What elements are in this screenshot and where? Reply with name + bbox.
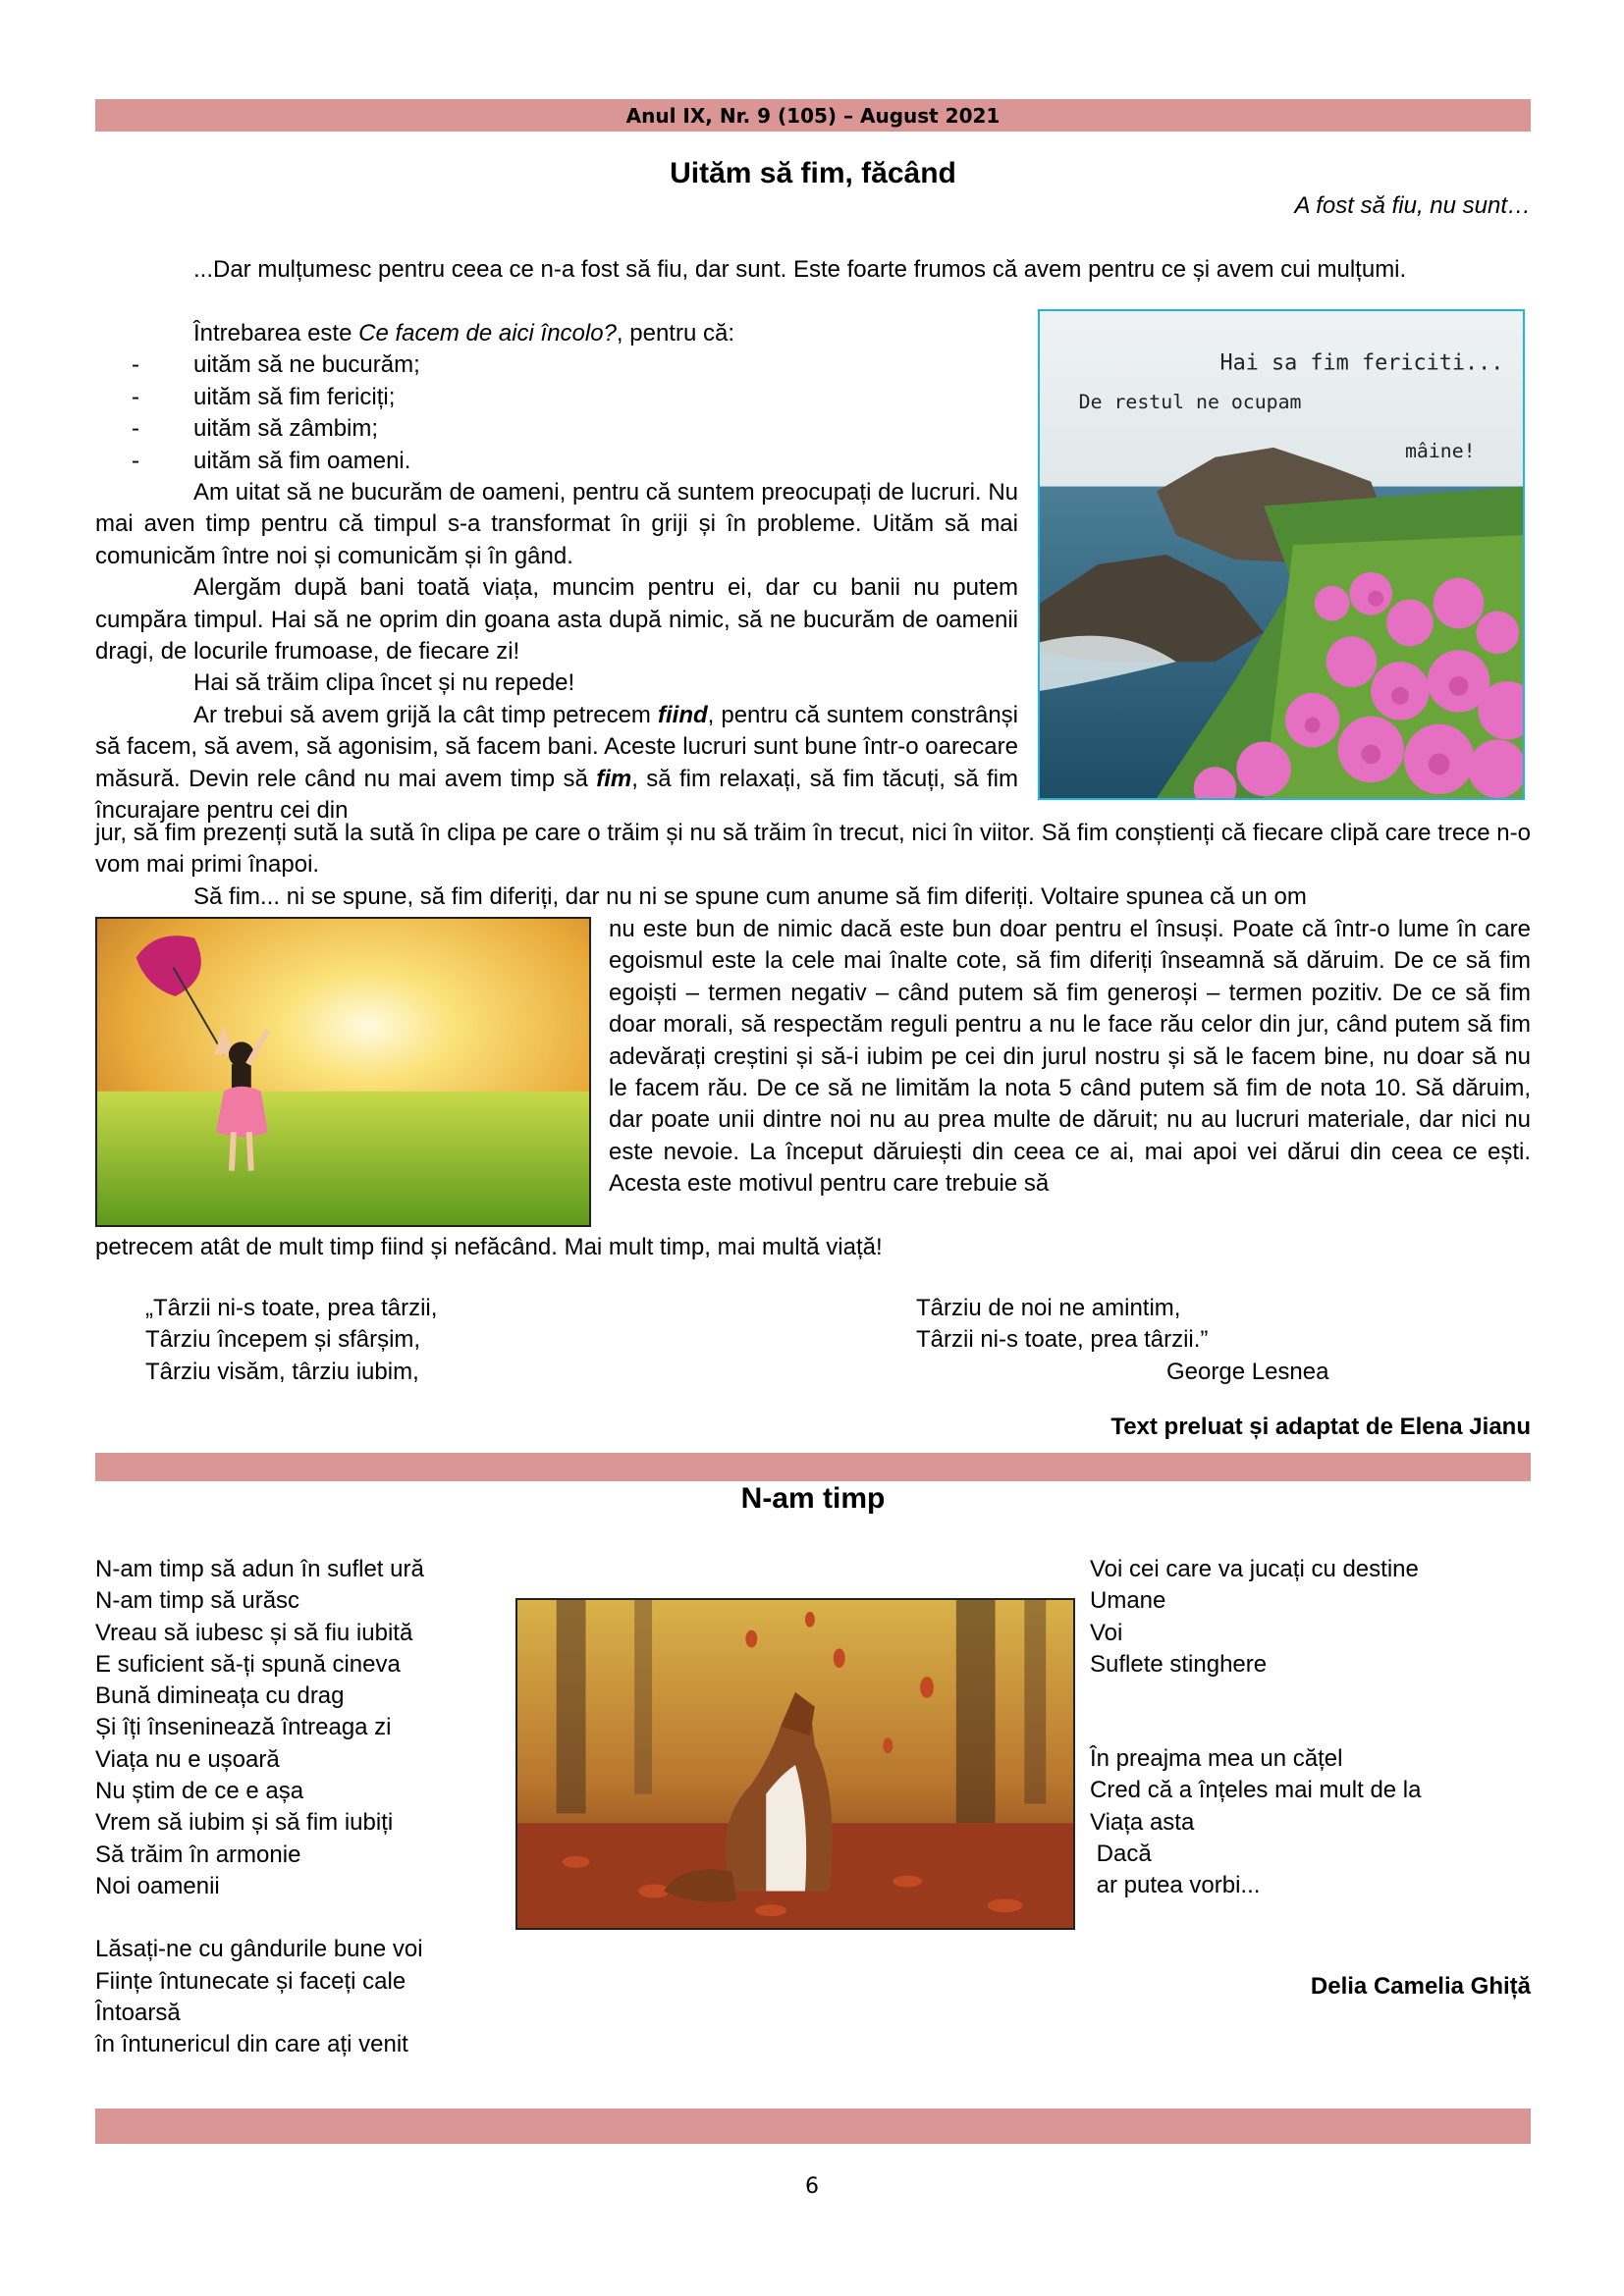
poem-line: în întunericul din care ați venit: [95, 2031, 408, 2058]
list-item: - uităm să ne bucurăm;: [95, 349, 1018, 381]
emphasis-fim: fim: [596, 765, 632, 792]
article-body-full: [95, 818, 1531, 913]
poem-line: ar putea vorbi...: [1090, 1872, 1261, 1899]
list-item: - uităm să fim oameni.: [95, 446, 1018, 477]
question-italic: Ce facem de aici încolo?: [358, 320, 617, 347]
emphasis-fiind: fiind: [657, 701, 708, 728]
list-item: - uităm să zâmbim;: [95, 413, 1018, 445]
paragraph-question: Întrebarea este Ce facem de aici încolo?, pentru că:: [193, 320, 734, 347]
list-item: - uităm să fim fericiți;: [95, 382, 1018, 413]
poem-title: N-am timp: [740, 1482, 886, 1515]
poem-line: Și îți înseninează întreaga zi: [95, 1714, 392, 1741]
poem-line: Întoarsă: [95, 1999, 181, 2026]
article-body-intro: [95, 254, 1531, 286]
poem-line: N-am timp să adun în suflet ură: [95, 1556, 424, 1582]
paragraph: Am uitat să ne bucurăm de oameni, pentru că suntem preocupați de lucruri. Nu mai aven timp pentru că timpul s-a transformat în griji și în probleme. Uităm să mai comunicăm între noi și comunicăm și în gând.: [95, 479, 1018, 569]
girl-umbrella-image: [95, 917, 591, 1227]
quote-line: „Târzii ni-s toate, prea târzii,: [145, 1295, 438, 1321]
poem-line: E suficient să-ți spună cineva: [95, 1650, 401, 1678]
poem-line: Voi cei care va jucați cu destine: [1090, 1556, 1419, 1582]
poem-line: În preajma mea un cățel: [1090, 1745, 1343, 1773]
poem-line: Suflete stinghere: [1090, 1650, 1268, 1678]
poem-author: Delia Camelia Ghiță: [1310, 1973, 1531, 2000]
poem-left-column: [95, 1554, 424, 2060]
paragraph-voltaire-intro: Să fim... ni se spune, să fim diferiți, dar nu ni se spune cum anume să fim diferiți. Voltaire spunea că un om: [193, 882, 1307, 910]
issue-label: Anul IX, Nr. 9 (105) – August 2021: [625, 103, 1001, 128]
poem-line: Ființe întunecate și faceți cale: [95, 1967, 406, 1995]
page-number: 6: [805, 2174, 819, 2199]
section-divider: [95, 1453, 1531, 1481]
article-credit: Text preluat și adaptat de Elena Jianu: [1110, 1414, 1531, 1440]
paragraph: Hai să trăim clipa încet și nu repede!: [193, 669, 575, 697]
quote-line: Târziu începem și sfârșim,: [145, 1326, 421, 1354]
article-body-end: [95, 1232, 1531, 1263]
poem-line: Voi: [1090, 1619, 1123, 1646]
article-body-wrap: [95, 318, 1018, 828]
paragraph: jur, să fim prezenți sută la sută în clipa pe care o trăim și nu să trăim în trecut, nici în viitor. Să fim conștienți că fiecare clipă care trece n-o vom mai primi înapoi.: [95, 820, 1531, 879]
paragraph: Alergăm după bani toată viața, muncim pentru ei, dar cu banii nu putem cumpăra timpul. Hai să ne oprim din goana asta după nimic, să ne bucurăm de oamenii dragi, de locurile frumoase, de fiecare zi!: [95, 574, 1018, 666]
poem-line: Noi oamenii: [95, 1872, 220, 1899]
image-caption-line3: mâine!: [1404, 439, 1476, 462]
quote-line: Târziu de noi ne amintim,: [916, 1295, 1181, 1321]
poem-line: Bună dimineața cu drag: [95, 1682, 345, 1710]
poem-line: Nu știm de ce e așa: [95, 1778, 304, 1805]
poem-line: Dacă: [1090, 1841, 1152, 1868]
footer-band: [95, 2109, 1531, 2144]
epigraph: A fost să fiu, nu sunt…: [1294, 192, 1531, 219]
poem-line: Viața asta: [1090, 1808, 1195, 1836]
paragraph-being: Ar trebui să avem grijă la cât timp petrecem fiind, pentru că suntem constrânși să facem, să avem, să agonisim, să facem bani. Aceste lucruri sunt bune într-o oarecare măsură. Devin rele când nu mai avem timp să fim, să fim relaxați, să fim tăcuți, să fim încurajare pentru cei din: [95, 701, 1019, 825]
quote-left: [145, 1293, 437, 1388]
quote-author: George Lesnea: [1166, 1358, 1329, 1385]
poem-line: Vreau să iubesc și să fiu iubită: [95, 1619, 413, 1646]
reasons-list: [95, 349, 1018, 477]
paragraph-voltaire: nu este bun de nimic dacă este bun doar pentru el însuși. Poate că într-o lume în care egoismul este la cele mai înalte cote, să fim diferiți înseamnă să dăruim. De ce să fim egoiști – termen negativ – când putem să fim generoși – termen pozitiv. De ce să fim doar morali, să respectăm reguli pentru a nu le face rău celor din jur, când putem să fim adevărați creștini și să-i iubim pe cei din jurul nostru și să le facem bine, nu doar să nu le facem rău. De ce să ne limităm la nota 5 când putem să fim de nota 10. Să dăruim, dar poate unii dintre noi nu au prea multe de dăruit; nu au lucruri materiale, dar nici nu este nevoie. La început dăruiești din ceea ce ai, mai apoi vei dărui din ceea ce ești. Acesta este motivul pentru care trebuie să: [609, 916, 1531, 1198]
poem-line: Cred că a înțeles mai mult de la: [1090, 1777, 1422, 1804]
poem-line: N-am timp să urăsc: [95, 1587, 300, 1615]
article-title: Uităm să fim, făcând: [670, 157, 956, 189]
poem-line: Lăsați-ne cu gândurile bune voi: [95, 1936, 423, 1963]
dog-autumn-image: [515, 1598, 1075, 1930]
paragraph-closing: petrecem atât de mult timp fiind și nefăcând. Mai mult timp, mai multă viață!: [95, 1234, 883, 1260]
quote-line: Târziu visăm, târziu iubim,: [145, 1358, 419, 1385]
poem-line: Vrem să iubim și să fim iubiți: [95, 1809, 394, 1837]
quote-right: [916, 1293, 1328, 1388]
quote-line: Târzii ni-s toate, prea târzii.”: [916, 1326, 1209, 1354]
paragraph: ...Dar mulțumesc pentru ceea ce n-a fost să fiu, dar sunt. Este foarte frumos că avem pentru ce și avem cui mulțumi.: [193, 256, 1407, 283]
poem-line: Umane: [1090, 1587, 1166, 1615]
image-caption-line2: De restul ne ocupam: [1078, 391, 1302, 414]
poem-line: Să trăim în armonie: [95, 1841, 301, 1868]
image-caption-line1: Hai sa fim fericiti...: [1219, 350, 1504, 376]
poem-right-column: [1090, 1554, 1422, 1902]
issue-header: [95, 99, 1531, 132]
seaside-flowers-image: [1038, 309, 1525, 800]
article-body-beside-girl: [609, 914, 1531, 1201]
poem-line: Viața nu e ușoară: [95, 1745, 280, 1773]
